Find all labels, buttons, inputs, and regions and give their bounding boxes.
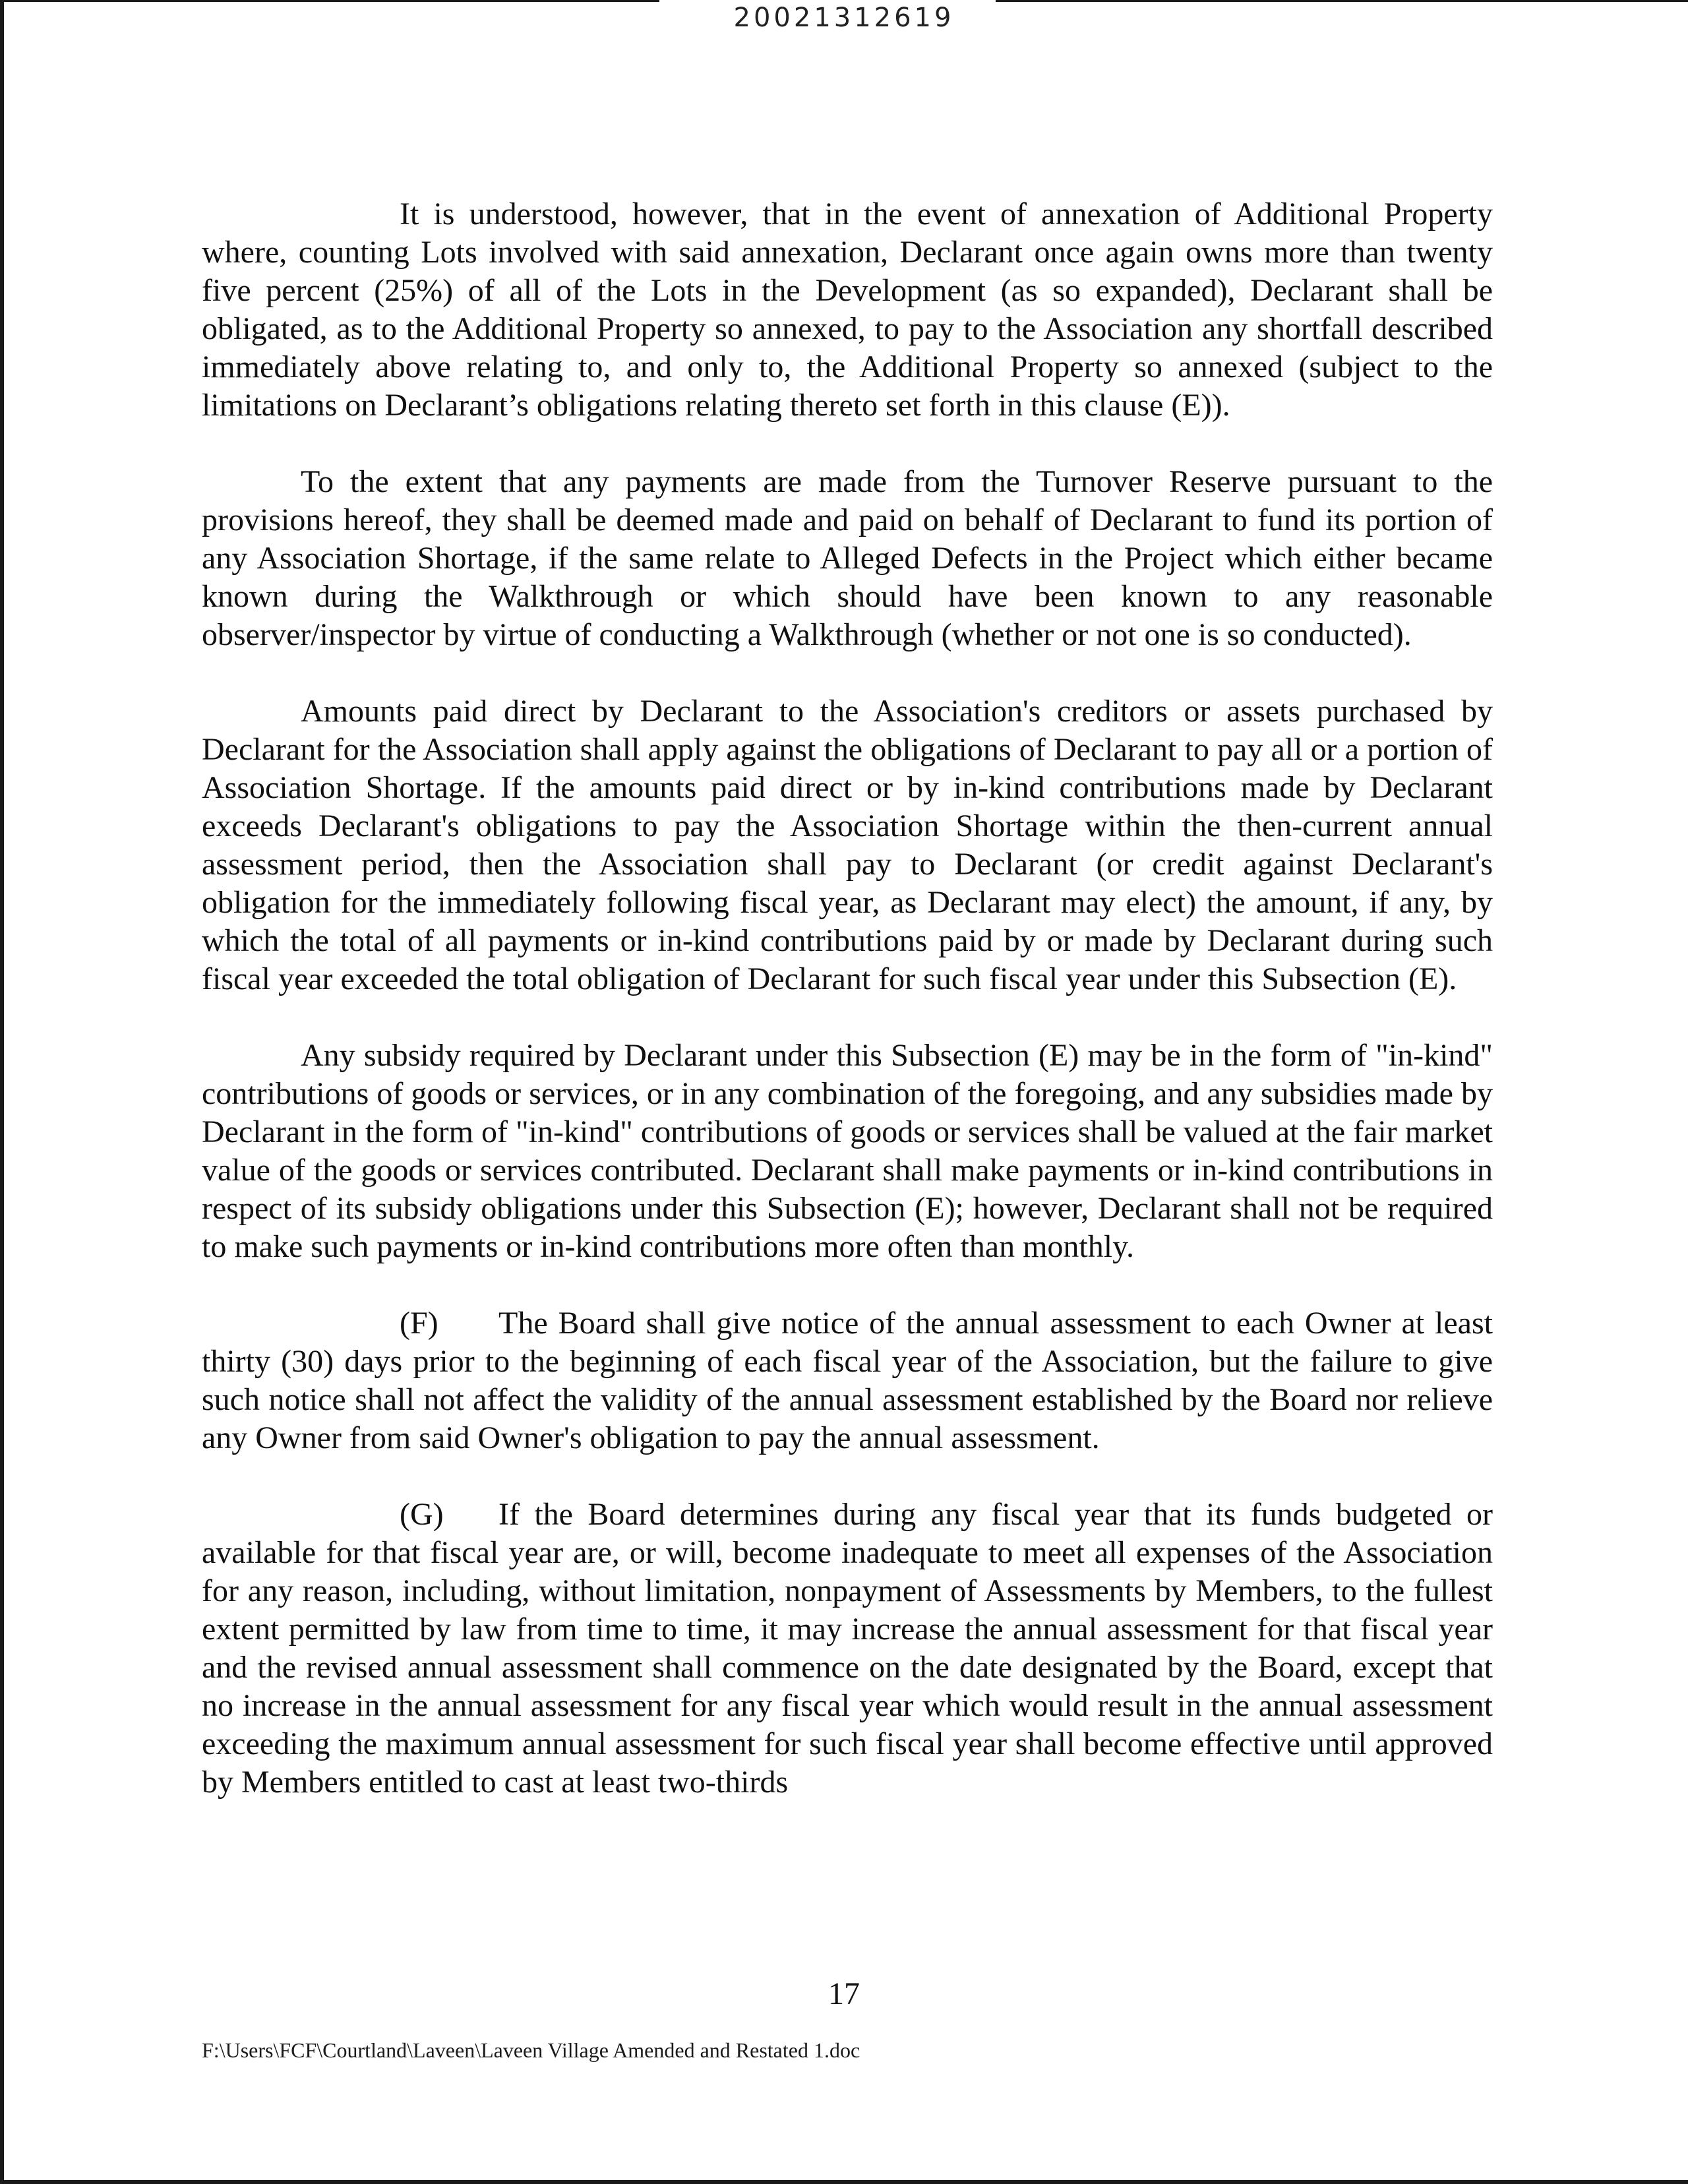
top-rule-right — [996, 0, 1688, 2]
file-path: F:\Users\FCF\Courtland\Laveen\Laveen Village Amended and Restated 1.doc — [202, 2038, 860, 2062]
paragraph-subsidy: Any subsidy required by Declarant under this Subsection (E) may be in the form of "in-kind" contributions of goods or services, or in any combination of the foregoing, and any subsidies made by Declarant in the form of "in-kind" contributions of goods or services shall be valued at the fair market value of the goods or services contributed. Declarant shall make payments or in-kind contributions in respect of its subsidy obligations under this Subsection (E); however, Declarant shall not be required to make such payments or in-kind contributions more often than monthly. — [202, 1038, 1493, 1264]
document-body — [202, 195, 1493, 1840]
subsection-label-g: (G) — [400, 1497, 444, 1532]
page-number: 17 — [828, 1976, 860, 2011]
paragraph-f — [202, 1304, 1493, 1457]
paragraph-annexation: It is understood, however, that in the event of annexation of Additional Property where, counting Lots involved with said annexation, Declarant once again owns more than twenty five percent (25%) of all of the Lots in the Development (as so expanded), Declarant shall be obligated, as to the Additional Property so annexed, to pay to the Association any shortfall described immediately above relating to, and only to, the Additional Property so annexed (subject to the limitations on Declarant’s obligations relating thereto set forth in this clause (E)). — [202, 197, 1493, 423]
paragraph-g-text: If the Board determines during any fiscal year that its funds budgeted or available for that fiscal year are, or will, become inadequate to meet all expenses of the Association for any reason, including, without limitation, nonpayment of Assessments by Members, to the fullest extent permitted by law from time to time, it may increase the annual assessment for that fiscal year and the revised annual assessment shall commence on the date designated by the Board, except that no increase in the annual assessment for any fiscal year which would result in the annual assessment exceeding the maximum annual assessment for such fiscal year shall become effective until approved by Members entitled to cast at least two-thirds — [202, 1497, 1493, 1800]
paragraph-turnover-reserve: To the extent that any payments are made from the Turnover Reserve pursuant to the provisions hereof, they shall be deemed made and paid on behalf of Declarant to fund its portion of any Association Shortage, if the same relate to Alleged Defects in the Project which either became known during the Walkthrough or which should have been known to any reasonable observer/inspector by virtue of conducting a Walkthrough (whether or not one is so conducted). — [202, 464, 1493, 652]
paragraph-f-text: The Board shall give notice of the annual assessment to each Owner at least thirty (30) days prior to the beginning of each fiscal year of the Association, but the failure to give such notice shall not affect the validity of the annual assessment established by the Board nor relieve any Owner from said Owner's obligation to pay the annual assessment. — [202, 1306, 1493, 1455]
paragraph-amounts-paid: Amounts paid direct by Declarant to the Association's creditors or assets purchased by Declarant for the Association shall apply against the obligations of Declarant to pay all or a portion of Association Shortage. If the amounts paid direct or by in-kind contributions made by Declarant exceeds Declarant's obligations to pay the Association Shortage within the then-current annual assessment period, then the Association shall pay to Declarant (or credit against Declarant's obligation for the immediately following fiscal year, as Declarant may elect) the amount, if any, by which the total of all payments or in-kind contributions paid by or made by Declarant during such fiscal year exceeded the total obligation of Declarant for such fiscal year under this Subsection (E). — [202, 694, 1493, 996]
document-number: 20021312619 — [733, 3, 955, 33]
top-rule-left — [0, 0, 659, 2]
subsection-label-f: (F) — [400, 1306, 438, 1341]
paragraph-g — [202, 1496, 1493, 1802]
